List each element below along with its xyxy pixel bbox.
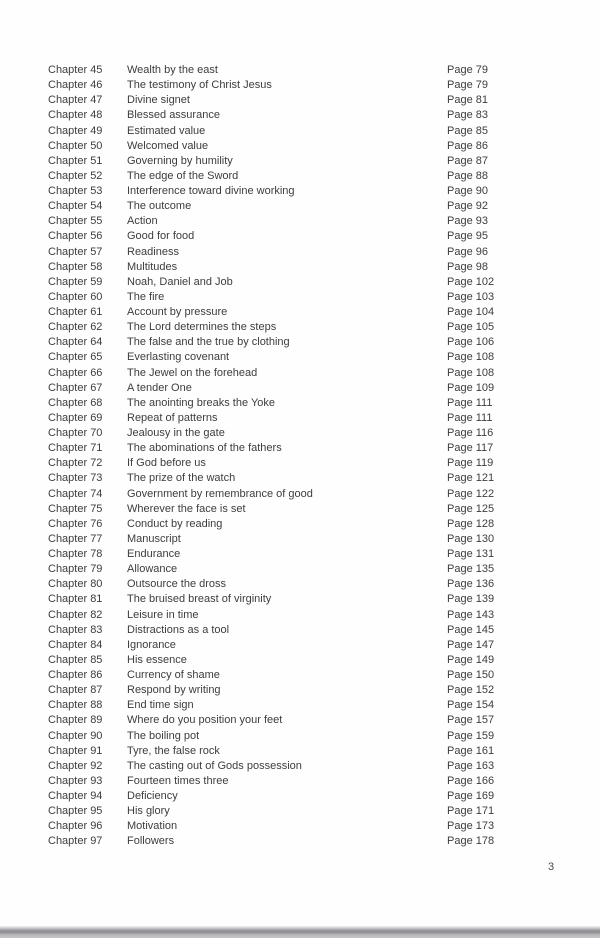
toc-row [48,441,578,456]
toc-chapter-label: Chapter 90 [48,729,103,742]
toc-page-label: Page 79 [447,64,488,76]
toc-row [48,789,578,804]
toc-page-label: Page 136 [447,578,495,591]
toc-row [48,456,578,471]
toc-page-label: Page 86 [447,139,488,152]
toc-chapter-label: Chapter 87 [48,684,103,697]
toc-page-label: Page 147 [447,638,495,651]
toc-page-label: Page 105 [447,321,495,334]
toc-page-label: Page 111 [447,411,493,424]
toc-row [48,381,578,396]
toc-chapter-label: Chapter 95 [48,805,103,818]
toc-row [48,154,578,169]
toc-chapter-label: Chapter 84 [48,638,103,651]
toc-chapter-label: Chapter 89 [48,714,103,727]
toc-row [48,411,578,426]
toc-title: Deficiency [127,790,178,802]
toc-chapter-label: Chapter 80 [48,578,103,591]
toc-title: His essence [127,653,187,666]
toc-chapter-label: Chapter 69 [48,411,103,424]
toc-chapter-label: Chapter 56 [48,230,103,243]
toc-page-label: Page 159 [447,729,495,742]
toc-chapter-label: Chapter 51 [48,154,103,167]
toc-row [48,744,578,759]
toc-row [48,245,578,260]
toc-page-label: Page 150 [447,669,495,681]
toc-row [48,350,578,365]
toc-row [48,124,578,139]
toc-chapter-label: Chapter 66 [48,366,103,379]
toc-row [48,78,578,93]
toc-chapter-label: Chapter 55 [48,215,103,228]
toc-chapter-label: Chapter 50 [48,139,103,152]
toc-row [48,199,578,214]
toc-row [48,260,578,275]
toc-title: Ignorance [127,638,176,651]
toc-row [48,63,578,78]
toc-title: Everlasting covenant [127,351,230,364]
toc-row [48,214,578,229]
toc-chapter-label: Chapter 92 [48,759,103,772]
toc-title: Blessed assurance [127,109,220,122]
toc-page-label: Page 116 [447,427,494,439]
toc-chapter-label: Chapter 78 [48,548,103,560]
toc-chapter-label: Chapter 57 [48,245,103,258]
toc-page-label: Page 130 [447,532,495,545]
toc-row [48,426,578,441]
toc-chapter-label: Chapter 76 [48,517,103,530]
toc-row [48,623,578,638]
toc-page-label: Page 154 [447,699,495,712]
toc-title: A tender One [127,381,192,394]
toc-row [48,713,578,728]
toc-title: The bruised breast of virginity [127,593,272,606]
toc-page-label: Page 92 [447,200,488,213]
toc-row [48,275,578,290]
toc-page-label: Page 108 [447,366,495,379]
toc-title: Welcomed value [127,139,209,152]
toc-page-label: Page 131 [447,548,495,560]
toc-row [48,698,578,713]
toc-chapter-label: Chapter 93 [48,774,103,787]
toc-chapter-label: Chapter 65 [48,351,103,364]
footer-page-number: 3 [548,861,555,873]
toc-title: Leisure in time [127,608,199,621]
toc-title: The boiling pot [127,729,200,742]
toc-row [48,396,578,411]
toc-title: Tyre, the false rock [127,744,220,757]
toc-title: Noah, Daniel and Job [127,275,233,288]
toc-title: Wealth by the east [127,64,218,76]
toc-page-label: Page 83 [447,109,488,122]
toc-title: Conduct by reading [127,517,223,530]
toc-page-label: Page 152 [447,684,495,697]
toc-chapter-label: Chapter 67 [48,381,103,394]
toc-row [48,502,578,517]
toc-title: Good for food [127,230,195,243]
toc-chapter-label: Chapter 62 [48,321,103,334]
toc-chapter-label: Chapter 59 [48,275,103,288]
toc-chapter-label: Chapter 71 [48,442,103,455]
toc-row [48,562,578,577]
toc-title: The outcome [127,200,192,213]
toc-row [48,668,578,683]
toc-chapter-label: Chapter 74 [48,487,103,500]
toc-chapter-label: Chapter 91 [48,744,103,757]
toc-title: Readiness [127,245,179,258]
toc-row [48,774,578,789]
toc-chapter-label: Chapter 64 [48,336,103,349]
toc-chapter-label: Chapter 77 [48,532,103,545]
toc-row [48,320,578,335]
toc-title: The fire [127,290,165,303]
toc-row [48,592,578,607]
toc-page-label: Page 109 [447,381,495,394]
toc-row [48,139,578,154]
toc-row [48,547,578,562]
toc-row [48,608,578,623]
toc-title: Fourteen times three [127,774,229,787]
toc-list [48,63,578,850]
toc-title: Repeat of patterns [127,411,218,424]
toc-page-label: Page 90 [447,185,488,197]
toc-row [48,471,578,486]
toc-row [48,487,578,502]
toc-row [48,638,578,653]
toc-page-label: Page 81 [447,94,488,107]
toc-row [48,759,578,774]
toc-title: Jealousy in the gate [127,427,225,439]
toc-title: Allowance [127,563,178,576]
toc-page-label: Page 102 [447,275,495,288]
toc-page-label: Page 166 [447,774,495,787]
toc-row [48,366,578,381]
toc-page-label: Page 157 [447,714,495,727]
toc-page-label: Page 143 [447,608,495,621]
toc-page-label: Page 122 [447,487,495,500]
page-bottom-edge [0,926,600,938]
toc-chapter-label: Chapter 75 [48,502,103,515]
toc-title: The casting out of Gods possession [127,759,302,772]
toc-page-label: Page 104 [447,306,495,318]
toc-title: Account by pressure [127,306,228,318]
toc-chapter-label: Chapter 81 [48,593,103,606]
toc-title: The Lord determines the steps [127,321,277,334]
toc-title: Followers [127,835,175,848]
toc-title: Divine signet [127,94,190,107]
toc-chapter-label: Chapter 53 [48,185,103,197]
toc-title: The testimony of Christ Jesus [127,79,272,92]
toc-chapter-label: Chapter 48 [48,109,103,122]
toc-page-label: Page 128 [447,517,495,530]
toc-title: Multitudes [127,260,178,273]
toc-title: Where do you position your feet [127,714,283,727]
toc-row [48,532,578,547]
toc-chapter-label: Chapter 88 [48,699,103,712]
toc-chapter-label: Chapter 52 [48,169,103,182]
toc-chapter-label: Chapter 68 [48,396,103,409]
toc-page-label: Page 173 [447,820,495,833]
toc-row [48,834,578,849]
toc-chapter-label: Chapter 47 [48,94,103,107]
toc-page-label: Page 88 [447,169,488,182]
toc-title: Manuscript [127,532,181,545]
toc-page-label: Page 103 [447,290,495,303]
toc-title: Wherever the face is set [127,502,246,515]
toc-chapter-label: Chapter 85 [48,653,103,666]
toc-page-label: Page 111 [447,396,493,409]
toc-row [48,577,578,592]
toc-title: Action [127,215,158,228]
toc-chapter-label: Chapter 82 [48,608,103,621]
toc-chapter-label: Chapter 96 [48,820,103,833]
toc-title: Government by remembrance of good [127,487,313,500]
toc-page-label: Page 135 [447,563,495,576]
toc-page-label: Page 93 [447,215,488,228]
toc-title: Motivation [127,820,178,833]
toc-title: Estimated value [127,124,206,137]
toc-page-label: Page 108 [447,351,495,364]
toc-page-label: Page 171 [447,805,495,818]
toc-chapter-label: Chapter 94 [48,790,103,802]
toc-row [48,290,578,305]
toc-page-label: Page 79 [447,79,488,92]
toc-page-label: Page 161 [447,744,495,757]
toc-title: End time sign [127,699,194,712]
toc-chapter-label: Chapter 83 [48,623,103,636]
toc-chapter-label: Chapter 45 [48,64,103,76]
toc-title: Respond by writing [127,684,221,697]
toc-chapter-label: Chapter 49 [48,124,103,137]
toc-page-label: Page 119 [447,457,494,470]
toc-chapter-label: Chapter 73 [48,472,103,485]
toc-title: The false and the true by clothing [127,336,290,349]
toc-chapter-label: Chapter 60 [48,290,103,303]
toc-title: His glory [127,805,170,818]
toc-page-label: Page 121 [447,472,495,485]
toc-row [48,683,578,698]
toc-chapter-label: Chapter 70 [48,427,103,439]
toc-title: The abominations of the fathers [127,442,282,455]
toc-chapter-label: Chapter 86 [48,669,103,681]
toc-page-label: Page 98 [447,260,488,273]
toc-chapter-label: Chapter 97 [48,835,103,848]
toc-title: Outsource the dross [127,578,227,591]
toc-page-label: Page 106 [447,336,495,349]
toc-page-label: Page 169 [447,790,495,802]
toc-row [48,517,578,532]
toc-page-label: Page 96 [447,245,488,258]
toc-title: If God before us [127,457,206,470]
toc-row [48,335,578,350]
toc-row [48,804,578,819]
toc-title: Interference toward divine working [127,185,295,197]
toc-chapter-label: Chapter 61 [48,306,103,318]
toc-page-label: Page 125 [447,502,495,515]
toc-page-label: Page 163 [447,759,495,772]
toc-page-label: Page 149 [447,653,495,666]
toc-page-label: Page 87 [447,154,488,167]
toc-row [48,93,578,108]
toc-chapter-label: Chapter 46 [48,79,103,92]
toc-row [48,108,578,123]
toc-row [48,184,578,199]
toc-page-label: Page 145 [447,623,495,636]
toc-row [48,819,578,834]
toc-chapter-label: Chapter 58 [48,260,103,273]
toc-page-label: Page 117 [447,442,494,455]
toc-row [48,169,578,184]
toc-title: The edge of the Sword [127,169,239,182]
toc-row [48,729,578,744]
toc-title: The anointing breaks the Yoke [127,396,276,409]
toc-row [48,229,578,244]
toc-page-label: Page 85 [447,124,488,137]
toc-chapter-label: Chapter 72 [48,457,103,470]
toc-title: Endurance [127,548,181,560]
toc-row [48,653,578,668]
toc-chapter-label: Chapter 54 [48,200,103,213]
toc-page-label: Page 139 [447,593,495,606]
toc-title: Distractions as a tool [127,623,230,636]
toc-chapter-label: Chapter 79 [48,563,103,576]
toc-row [48,305,578,320]
toc-title: Currency of shame [127,669,220,681]
toc-title: The Jewel on the forehead [127,366,258,379]
toc-title: Governing by humility [127,154,233,167]
toc-page-label: Page 95 [447,230,488,243]
toc-page-label: Page 178 [447,835,495,848]
toc-title: The prize of the watch [127,472,236,485]
